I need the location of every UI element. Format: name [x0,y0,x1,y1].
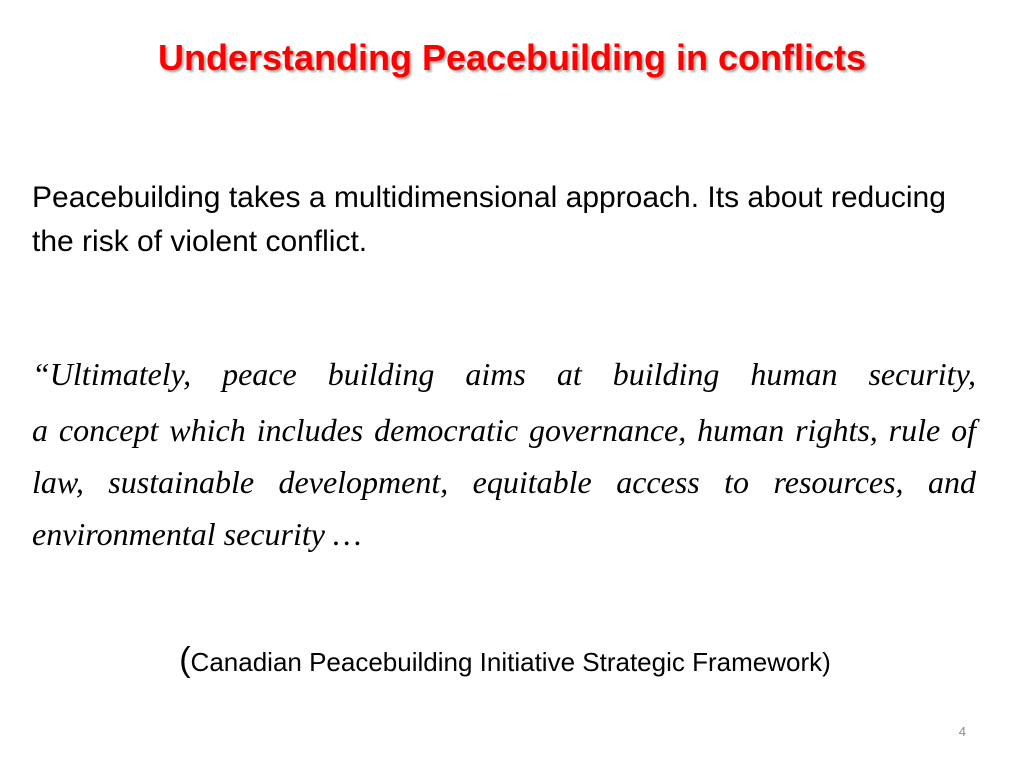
citation-open-paren: ( [179,641,191,679]
slide-title: Understanding Peacebuilding in conflicts [157,37,867,78]
citation-text: Canadian Peacebuilding Initiative Strategic Framework) [190,647,831,677]
quote-block [32,348,976,560]
page-number: 4 [958,724,966,739]
quote-first-line: “Ultimately, peace building aims at building human security, [32,356,976,392]
quote-continuation: a concept which includes democratic governance, human rights, rule of law, sustainable development, equitable access to resources, and environmental security … [32,412,976,552]
citation [0,640,1010,682]
intro-paragraph: Peacebuilding takes a multidimensional approach. Its about reducing the risk of violent conflict. [32,181,946,258]
